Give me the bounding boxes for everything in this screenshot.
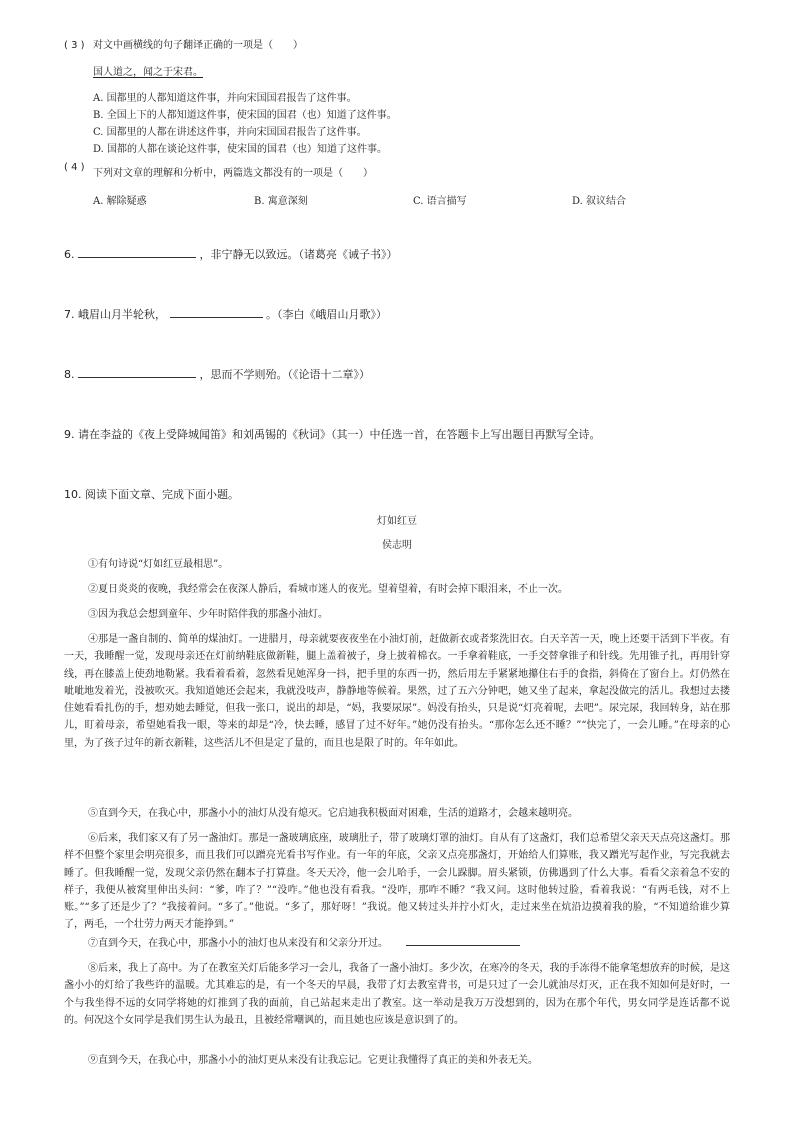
paragraph-5: ⑤直到今天，在我心中，那盏小小的油灯从没有熄灭。它启迪我积极面对困难，生活的道路才，会越来越明亮。 bbox=[88, 808, 578, 819]
q3-number: ( 3 ) bbox=[64, 40, 85, 51]
q7-suffix: 。（李白《峨眉山月歌》） bbox=[266, 308, 387, 321]
q7-prefix: 7. 峨眉山月半轮秋， bbox=[64, 308, 166, 321]
q9-text: 9. 请在李益的《夜上受降城闻笛》和刘禹锡的《秋词》（其一）中任选一首，在答题卡上写出题目再默写全诗。 bbox=[64, 428, 601, 441]
q7-line bbox=[64, 306, 387, 322]
q3-quote: 国人道之，闻之于宋君。 bbox=[93, 67, 203, 78]
q6-line bbox=[64, 246, 398, 262]
q8-suffix: ，思而不学则殆。（《论语十二章》） bbox=[199, 368, 370, 381]
q4-option-d[interactable]: D. 叙议结合 bbox=[572, 196, 627, 207]
q4-option-b[interactable]: B. 寓意深刻 bbox=[254, 196, 308, 207]
paragraph-9: ⑨直到今天，在我心中，那盏小小的油灯更从来没有让我忘记。它更让我懂得了真正的美和外表无关。 bbox=[88, 1055, 538, 1066]
q4-number: ( 4 ) bbox=[64, 162, 85, 173]
q8-answer-blank[interactable] bbox=[78, 367, 196, 378]
q4-option-c[interactable]: C. 语言描写 bbox=[413, 196, 467, 207]
article-author: 侯志明 bbox=[382, 540, 412, 551]
q3-option-c[interactable]: C. 国都里的人都在讲述这件事，并向宋国国君报告了这件事。 bbox=[93, 127, 367, 138]
q3-stem: 对文中画横线的句子翻译正确的一项是（ ） bbox=[93, 40, 303, 51]
q8-number: 8. bbox=[64, 368, 75, 381]
q4-stem: 下列对文章的理解和分析中，两篇选文都没有的一项是（ ） bbox=[93, 168, 373, 179]
paragraph-1: ①有句诗说“灯如红豆最相思”。 bbox=[88, 559, 229, 570]
paragraph-3: ③因为我总会想到童年、少年时陪伴我的那盏小油灯。 bbox=[88, 609, 328, 620]
paragraph-7 bbox=[64, 935, 730, 952]
paragraph-6: ⑥后来，我们家又有了另一盏油灯。那是一盏玻璃底座，玻璃肚子，带了玻璃灯罩的油灯。自从有了这盏灯，我们总希望父亲天天点亮这盏灯。那样不但整个家里会明亮很多，而且我们可以蹭亮光看书写作业。有一年的年底，父亲又点亮那盏灯，开始给人们算账，我又蹭光写起作业，写完我就去睡了。但我睡醒一觉，发现父亲仍然在翻本子打算盘。冬天天冷，他一会儿哈手，一会儿跺脚。眉头紧锁，仿佛遇到了什么大事。看看父亲着急不安的样子，我便从被窝里伸出头问：“爹，咋了？”“没咋。”他也没有看我。“没咋，那咋不睡？”我又问。这时他转过脸，看着我说：“有两毛钱，对不上账。”“多了还是少了？”我接着问。“多了。”他说。“多了，那好呀！”我说。他又转过头并拧小灯火，走过来坐在炕沿边摸着我的脸，“不知道给谁少算了，两毛，一个壮劳力两天才能挣到。” bbox=[64, 833, 730, 931]
paragraph-7-text: ⑦直到今天，在我心中，那盏小小的油灯也从来没有和父亲分开过。 bbox=[88, 938, 388, 949]
q7-answer-blank[interactable] bbox=[170, 307, 263, 318]
q10-text: 10. 阅读下面文章、完成下面小题。 bbox=[64, 488, 239, 501]
q3-option-b[interactable]: B. 全国上下的人都知道这件事，使宋国的国君（也）知道了这件事。 bbox=[93, 110, 397, 121]
q6-number: 6. bbox=[64, 248, 75, 261]
q3-option-a[interactable]: A. 国都里的人都知道这件事，并向宋国国君报告了这件事。 bbox=[93, 93, 357, 104]
q6-suffix: ，非宁静无以致远。（诸葛亮《诫子书》） bbox=[199, 248, 398, 261]
paragraph-2: ②夏日炎炎的夜晚，我经常会在夜深人静后，看城市迷人的夜光。望着望着，有时会掉下眼泪来，不止一次。 bbox=[88, 584, 568, 595]
paragraph-4: ④那是一盏自制的、简单的煤油灯。一进腊月，母亲就要夜夜坐在小油灯前，赶做新衣或者浆洗旧衣。白天辛苦一天，晚上还要干活到下半夜。有一天，我睡醒一觉，发现母亲还在灯前纳鞋底做新鞋，腿上盖着被子，身上披着棉衣。一手拿着鞋底，一手交替拿锥子和针线。先用锥子扎，再用针穿线，再在膝盖上使劲地勒紧。我看着看着，忽然看见她浑身一抖，把手里的东西一扔，然后用左手紧紧地攥住右手的食指，斜倚在了窗台上。灯仍然在呲呲地发着光，没被吹灭。我知道她还会起来，我就没吱声，静静地等候着。果然，过了五六分钟吧，她又坐了起来，拿起没做完的活儿。我想过去搂住她看看扎伤的手，想劝她去睡觉，但我一张口，说出的却是，“妈，我要尿尿”。妈没有抬头，只是说“灯亮着呢，去吧”。尿完尿，我回转身，站在那儿，盯着母亲，希望她看我一眼，等来的却是“冷，快去睡，感冒了过不好年。”她仍没有抬头。“那你怎么还不睡？”“快完了，一会儿睡。”在母亲的心里，为了孩子过年的新衣新鞋，这些活儿不但是定了量的，而且也是限了时的。年年如此。 bbox=[64, 634, 730, 749]
q3-option-d[interactable]: D. 国都的人都在谈论这件事，使宋国的国君（也）知道了这件事。 bbox=[93, 144, 388, 155]
paragraph-7-answer-blank[interactable] bbox=[406, 935, 520, 946]
q8-line bbox=[64, 366, 370, 382]
paragraph-8: ⑧后来，我上了高中。为了在教室关灯后能多学习一会儿，我备了一盏小油灯。多少次，在寒冷的冬天，我的手冻得不能拿笔想放弃的时候，是这盏小小的灯给了我些许的温暖。尤其难忘的是，有一个冬天的早晨，我带了灯去教室背书，可是只过了一会儿就油尽灯灭，正在我不知如何是好时，一个与我坐得不远的女同学将她的灯推到了我的面前，自己站起来走出了教室。这一举动是我万万没想到的，因为在那个年代，男女同学是连话都不说的。何况这个女同学是我们男生认为最丑，且被经常嘲讽的，而且她也应该是意识到了的。 bbox=[64, 963, 730, 1026]
q6-answer-blank[interactable] bbox=[78, 247, 196, 258]
q4-option-a[interactable]: A. 解除疑惑 bbox=[93, 196, 147, 207]
article-title: 灯如红豆 bbox=[377, 516, 417, 527]
